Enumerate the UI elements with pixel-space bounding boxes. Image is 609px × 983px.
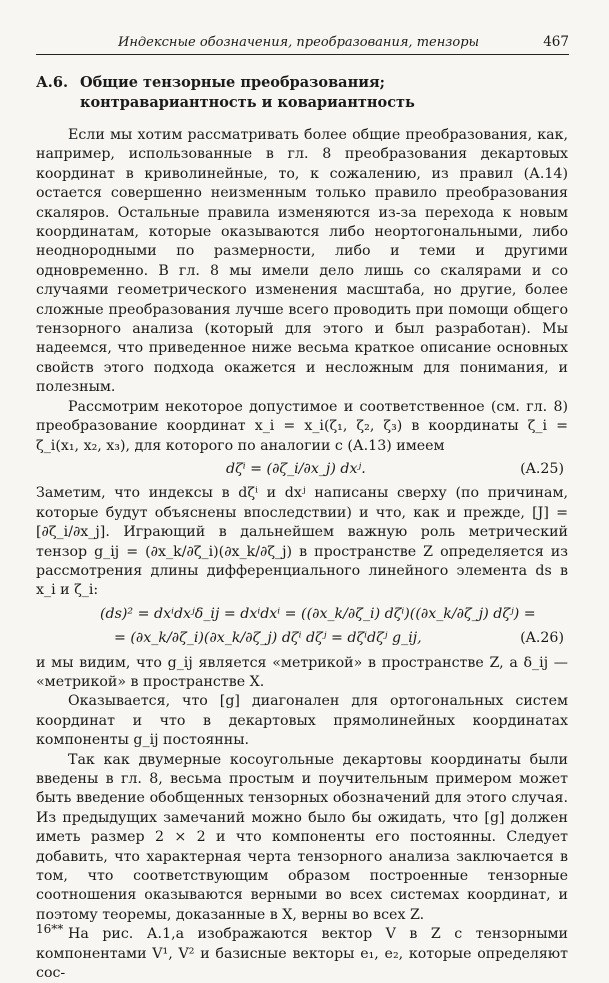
equation-a26-expr1: (ds)² = dxⁱdxʲδ_ij = dxⁱdxⁱ = ((∂x_k/∂ζ_i) dζⁱ)((∂x_k/∂ζ_j) dζʲ) = bbox=[100, 605, 536, 622]
section-number: А.6. bbox=[36, 74, 68, 91]
equation-a26-expr2: = (∂x_k/∂ζ_i)(∂x_k/∂ζ_j) dζⁱ dζʲ = dζⁱdζʲ g_ij, bbox=[114, 630, 422, 647]
equation-a25 bbox=[36, 460, 568, 479]
paragraph-1: Если мы хотим рассматривать более общие преобразования, как, например, использованные в гл. 8 преобразования декартовых координат в криволинейные, то, к сожалению, из правил (А.14) остается совершенно неизменным только правило преобразования скаляров. Остальные правила изменяются из-за перехода к новым координатам, которые оказываются либо неортогональными, либо неоднородными по размерности, либо и теми и другими одновременно. В гл. 8 мы имели дело лишь со скалярами и со случаями геометрического изменения масштаба, но другие, более сложные преобразования лучше всего проводить при помощи общего тензорного анализа (который для этого и был разработан). Мы надеемся, что приведенное ниже весьма краткое описание основных свойств этого подхода окажется и несложным для понимания, и полезным. bbox=[36, 127, 568, 396]
equation-a26-line2 bbox=[36, 629, 568, 648]
equation-a26-line1 bbox=[36, 605, 568, 624]
body-text bbox=[36, 126, 568, 983]
running-head bbox=[36, 34, 569, 55]
paragraph-4: и мы видим, что g_ij является «метрикой» в пространстве Z, а δ_ij — «метрикой» в пространстве X. bbox=[36, 654, 568, 690]
paragraph-3: Заметим, что индексы в dζⁱ и dxʲ написаны сверху (по причинам, которые будут объяснены впоследствии) и что, как и прежде, [J] = [∂ζ_i/∂x_j]. Играющий в дальнейшем важную роль метрический тензор g_ij = (∂x_k/∂ζ_i)(∂x_k/∂ζ_j) в пространстве Z определяется из рассмотрения длины дифференциального линейного элемента ds в x_i и ζ_i: bbox=[36, 485, 568, 599]
running-title: Индексные обозначения, преобразования, тензоры bbox=[118, 35, 480, 50]
paragraph-6: Так как двумерные косоугольные декартовы координаты были введены в гл. 8, весьма простым и поучительным примером может быть введение обобщенных тензорных обозначений для этого случая. Из предыдущих замечаний можно было бы ожидать, что [g] должен иметь размер 2 × 2 и что компоненты его постоянны. Следует добавить, что характерная черта тензорного анализа заключается в том, что соответствующим образом построенные тензорные соотношения оказываются верными во всех системах координат, и поэтому теоремы, доказанные в X, верны во всех Z. bbox=[36, 751, 568, 923]
equation-a25-label: (A.25) bbox=[520, 460, 564, 477]
signature-mark: 16** bbox=[36, 922, 64, 936]
equation-a25-expr: dζⁱ = (∂ζ_i/∂x_j) dxʲ. bbox=[226, 460, 366, 477]
paragraph-7: На рис. А.1,а изображаются вектор V в Z с тензорными компонентами V¹, V² и базисные векторы e₁, e₂, которые определяют сос- bbox=[36, 926, 568, 982]
section-heading bbox=[36, 73, 576, 113]
section-title-line1: Общие тензорные преобразования; bbox=[80, 74, 386, 91]
paragraph-5: Оказывается, что [g] диагонален для ортогональных систем координат и что в декартовых прямолинейных координатах компоненты g_ij постоянны. bbox=[36, 693, 568, 749]
paragraph-2: Рассмотрим некоторое допустимое и соответственное (см. гл. 8) преобразование координат x_i = x_i(ζ₁, ζ₂, ζ₃) в координаты ζ_i = ζ_i(x₁, x₂, x₃), для которого по аналогии с (А.13) имеем bbox=[36, 398, 568, 454]
section-title-line2: контравариантность и ковариантность bbox=[80, 94, 415, 111]
page-number: 467 bbox=[543, 34, 569, 50]
equation-a26-label: (A.26) bbox=[520, 630, 564, 647]
